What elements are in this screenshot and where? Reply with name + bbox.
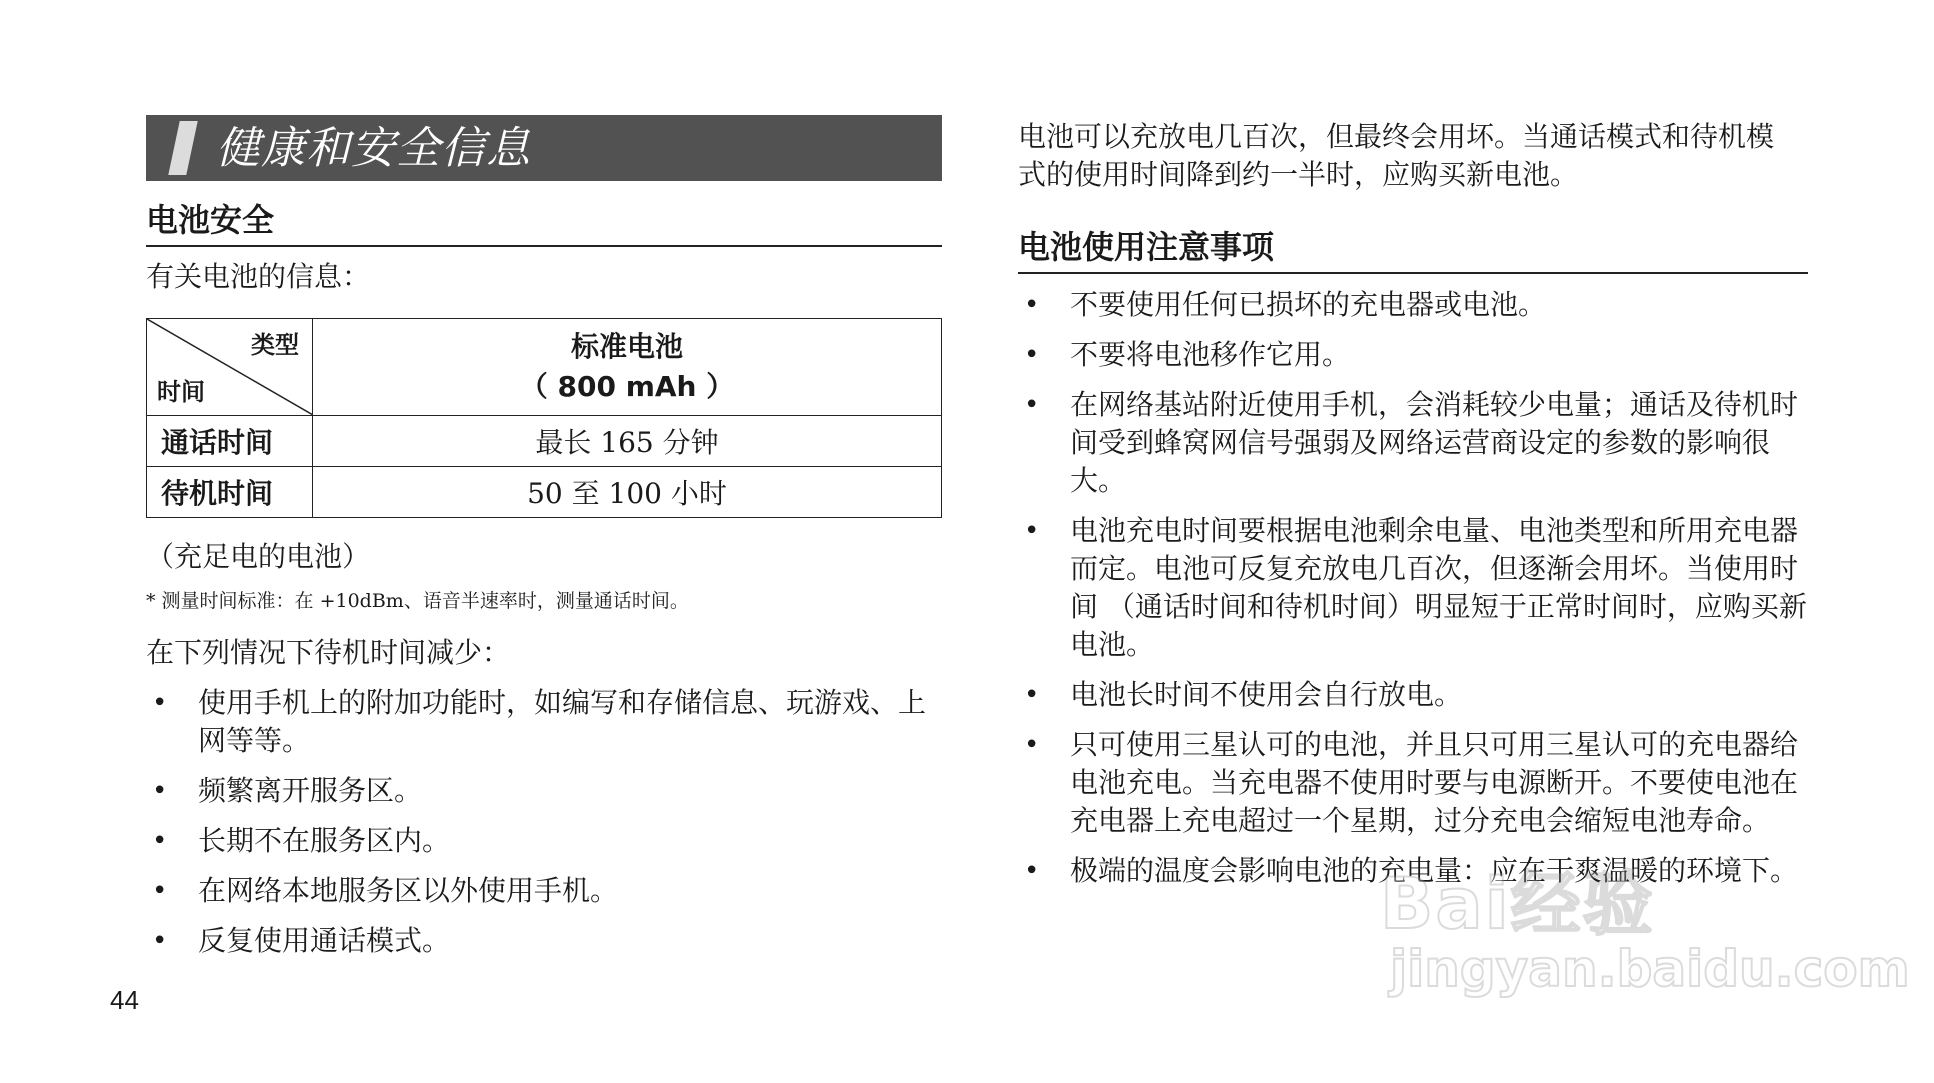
list-item: • 使用手机上的附加功能时，如编写和存储信息、玩游戏、上网等等。 xyxy=(146,684,926,760)
page-number: 44 xyxy=(110,985,139,1015)
section-title-battery-precautions: 电池使用注意事项 xyxy=(1018,227,1808,274)
row-label-talk-time: 通话时间 xyxy=(147,416,313,467)
battery-precautions-list xyxy=(1018,286,1808,902)
list-item: • 在网络本地服务区以外使用手机。 xyxy=(146,872,926,910)
battery-column-header xyxy=(313,319,942,416)
row-value-talk-time: 最长 165 分钟 xyxy=(313,416,942,467)
full-charge-note: （充足电的电池） xyxy=(146,540,371,573)
list-item: • 电池长时间不使用会自行放电。 xyxy=(1018,676,1808,714)
list-item: • 电池充电时间要根据电池剩余电量、电池类型和所用充电器而定。电池可反复充放电几百次，但逐渐会用坏。当使用时间 （通话时间和待机时间）明显短于正常时间时，应购买新电池。 xyxy=(1018,512,1808,664)
corner-type-label: 类型 xyxy=(251,331,299,359)
list-item: • 在网络基站附近使用手机，会消耗较少电量；通话及待机时间受到蜂窝网信号强弱及网络运营商设定的参数的影响很大。 xyxy=(1018,386,1808,500)
table-corner-cell xyxy=(147,319,313,416)
row-value-standby-time: 50 至 100 小时 xyxy=(313,467,942,518)
row-label-standby-time: 待机时间 xyxy=(147,467,313,518)
chapter-banner xyxy=(146,115,942,181)
list-item: • 只可使用三星认可的电池，并且只可用三星认可的充电器给电池充电。当充电器不使用时要与电源断开。不要使电池在充电器上充电超过一个星期，过分充电会缩短电池寿命。 xyxy=(1018,726,1808,840)
watermark-url-text: jingyan.baidu.com xyxy=(1390,940,1910,998)
list-item: • 反复使用通话模式。 xyxy=(146,922,926,960)
battery-table xyxy=(146,318,942,518)
list-item: • 极端的温度会影响电池的充电量：应在干爽温暖的环境下。 xyxy=(1018,852,1808,890)
battery-lifespan-paragraph: 电池可以充放电几百次，但最终会用坏。当通话模式和待机模式的使用时间降到约一半时，应购买新电池。 xyxy=(1018,120,1775,191)
table-row xyxy=(147,467,942,518)
measurement-footnote: * 测量时间标准：在 +10dBm、语音半速率时，测量通话时间。 xyxy=(146,590,689,612)
list-item: • 长期不在服务区内。 xyxy=(146,822,926,860)
battery-name: 标准电池 xyxy=(570,330,683,363)
banner-accent-bar xyxy=(168,121,197,175)
table-row xyxy=(147,416,942,467)
list-item: • 不要将电池移作它用。 xyxy=(1018,336,1808,374)
battery-capacity: （ 800 mAh ） xyxy=(519,370,735,403)
standby-reduce-intro: 在下列情况下待机时间减少： xyxy=(146,636,511,669)
list-item: • 不要使用任何已损坏的充电器或电池。 xyxy=(1018,286,1808,324)
list-item: • 频繁离开服务区。 xyxy=(146,772,926,810)
section-title-battery-safety: 电池安全 xyxy=(146,200,942,247)
battery-info-intro: 有关电池的信息： xyxy=(146,260,371,293)
corner-time-label: 时间 xyxy=(157,378,205,406)
watermark-logo-text: Bai经验 xyxy=(1380,863,1655,945)
chapter-title: 健康和安全信息 xyxy=(216,123,531,174)
standby-reduce-list xyxy=(146,684,926,972)
